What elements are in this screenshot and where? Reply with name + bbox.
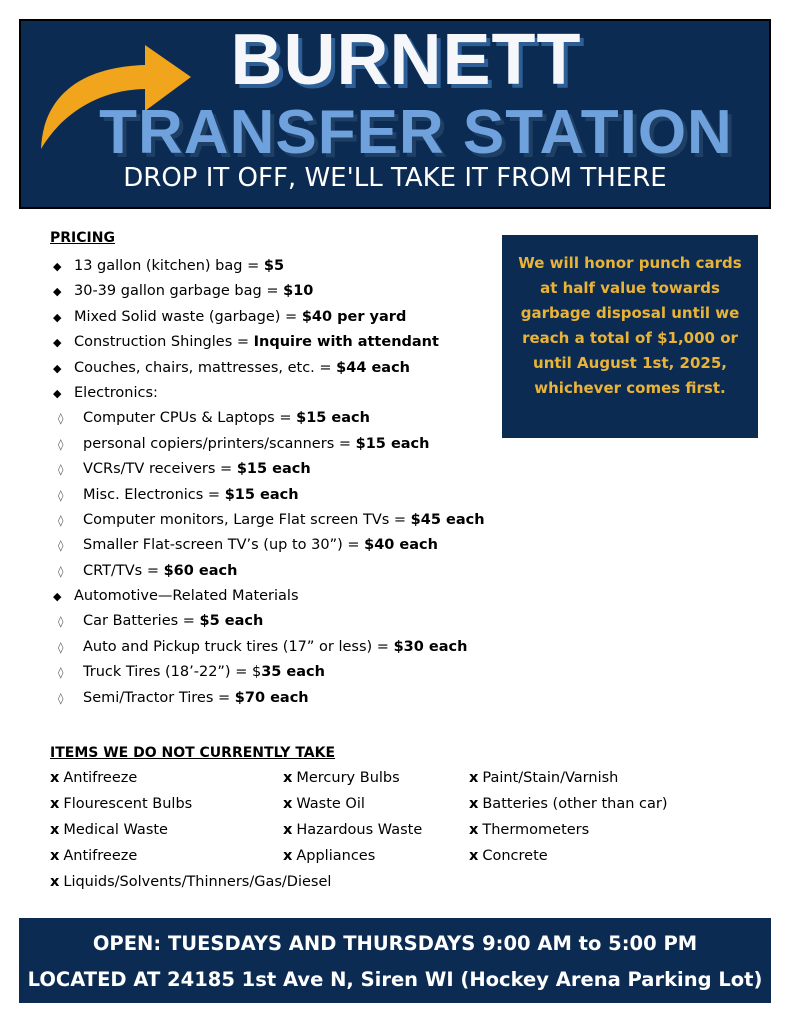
lozenge-bullet-icon: ◊: [58, 691, 64, 705]
notice-line: reach a total of $1,000 or: [522, 329, 738, 347]
diamond-bullet-icon: ◆: [53, 386, 62, 400]
diamond-bullet-icon: ◆: [53, 310, 62, 324]
pricing-item-label: Mixed Solid waste (garbage) =: [74, 308, 302, 325]
pricing-item-price: $44 each: [336, 359, 411, 376]
footer-banner: [19, 918, 771, 1003]
not-taken-item: [469, 768, 618, 788]
pricing-item-price: 35 each: [261, 664, 325, 681]
banner-tagline: DROP IT OFF, WE'LL TAKE IT FROM THERE: [123, 163, 667, 193]
lozenge-bullet-icon: ◊: [58, 615, 64, 629]
pricing-item-label: Semi/Tractor Tires =: [83, 689, 235, 706]
footer-location: LOCATED AT 24185 1st Ave N, Siren WI (Hockey Arena Parking Lot): [27, 968, 763, 991]
footer-hours: OPEN: TUESDAYS AND THURSDAYS 9:00 AM to 5:00 PM: [92, 932, 698, 955]
pricing-item-label: Misc. Electronics =: [83, 486, 225, 503]
lozenge-bullet-icon: ◊: [58, 412, 64, 426]
x-mark-icon: x: [50, 796, 60, 812]
diamond-bullet-icon: ◆: [53, 260, 62, 273]
not-taken-label: Medical Waste: [63, 822, 168, 838]
not-taken-item: [50, 794, 192, 814]
lozenge-bullet-icon: ◊: [58, 539, 64, 553]
x-mark-icon: x: [283, 770, 293, 786]
pricing-item: [50, 432, 490, 457]
pricing-item-label: 30-39 gallon garbage bag =: [74, 283, 284, 300]
pricing-item: [50, 330, 490, 355]
notice-line: garbage disposal until we: [520, 304, 740, 322]
lozenge-bullet-icon: ◊: [58, 666, 64, 680]
pricing-item: [50, 406, 490, 431]
not-taken-label: Thermometers: [482, 822, 590, 838]
header-banner: [19, 19, 771, 209]
not-taken-item: [469, 794, 668, 814]
not-taken-label: Antifreeze: [63, 848, 138, 864]
x-mark-icon: x: [283, 796, 293, 812]
not-taken-item: [283, 768, 400, 788]
x-mark-icon: x: [283, 822, 293, 838]
pricing-item-price: $10: [283, 283, 314, 300]
pricing-item: [50, 584, 490, 609]
notice-line: We will honor punch cards: [518, 254, 742, 272]
diamond-bullet-icon: ◆: [53, 336, 62, 350]
pricing-item-label: Car Batteries =: [83, 613, 200, 630]
pricing-item-label: Automotive—Related Materials: [74, 588, 299, 605]
not-taken-item: [469, 820, 589, 840]
diamond-bullet-icon: ◆: [53, 285, 62, 299]
pricing-item-price: $40 each: [364, 537, 438, 554]
pricing-item: [50, 559, 490, 584]
x-mark-icon: x: [283, 848, 293, 864]
pricing-item-label: Couches, chairs, mattresses, etc. =: [74, 359, 337, 376]
pricing-item-label: 13 gallon (kitchen) bag =: [74, 258, 264, 274]
lozenge-bullet-icon: ◊: [58, 463, 64, 477]
pricing-item-price: $40 per yard: [301, 308, 407, 325]
not-taken-label: Antifreeze: [63, 770, 138, 786]
diamond-bullet-icon: ◆: [53, 361, 62, 375]
not-taken-item: [283, 794, 365, 814]
pricing-item-label: CRT/TVs =: [83, 562, 164, 579]
pricing-item-label: VCRs/TV receivers =: [83, 461, 237, 478]
not-taken-list: [50, 768, 770, 898]
pricing-item-label: Computer CPUs & Laptops =: [83, 410, 297, 427]
pricing-item-label: Auto and Pickup truck tires (17” or less) =: [83, 638, 394, 655]
pricing-item-price: $5 each: [199, 613, 264, 630]
x-mark-icon: x: [50, 848, 60, 864]
x-mark-icon: x: [50, 770, 60, 786]
not-taken-label: Waste Oil: [296, 796, 365, 812]
pricing-item: [50, 305, 490, 330]
pricing-item-price: Inquire with attendant: [253, 334, 439, 351]
not-taken-label: Mercury Bulbs: [296, 770, 400, 786]
lozenge-bullet-icon: ◊: [58, 488, 64, 502]
pricing-item: [50, 381, 490, 406]
pricing-heading: PRICING: [50, 230, 115, 246]
notice-line: until August 1st, 2025,: [533, 354, 727, 372]
pricing-item: [50, 686, 490, 711]
pricing-item-price: $15 each: [355, 435, 430, 452]
pricing-item: [50, 457, 490, 482]
lozenge-bullet-icon: ◊: [58, 513, 64, 527]
pricing-item-price: $45 each: [410, 511, 485, 528]
pricing-item: [50, 356, 490, 381]
not-taken-item: [283, 820, 422, 840]
x-mark-icon: x: [50, 822, 60, 838]
not-taken-label: Paint/Stain/Varnish: [482, 770, 619, 786]
not-taken-item: [469, 846, 548, 866]
pricing-item-price: $30 each: [393, 638, 468, 655]
x-mark-icon: x: [469, 822, 479, 838]
lozenge-bullet-icon: ◊: [58, 437, 64, 451]
pricing-item-label: Construction Shingles =: [74, 334, 254, 351]
pricing-item: [50, 254, 490, 279]
pricing-item-price: $70 each: [234, 689, 309, 706]
diamond-bullet-icon: ◆: [53, 590, 62, 604]
pricing-item: [50, 635, 490, 660]
not-taken-label: Concrete: [482, 848, 548, 864]
x-mark-icon: x: [469, 848, 479, 864]
not-taken-heading: ITEMS WE DO NOT CURRENTLY TAKE: [50, 745, 336, 761]
pricing-item-label: Computer monitors, Large Flat screen TVs =: [83, 511, 411, 528]
not-taken-item: [283, 846, 375, 866]
pricing-item: [50, 609, 490, 634]
pricing-item-label: personal copiers/printers/scanners =: [83, 435, 356, 452]
pricing-item-label: Electronics:: [74, 384, 158, 401]
pricing-item-price: $5: [263, 258, 285, 274]
not-taken-item: [50, 872, 331, 892]
pricing-item-price: $15 each: [296, 410, 370, 427]
notice-line: whichever comes first.: [534, 379, 726, 397]
notice-line: at half value towards: [540, 279, 720, 297]
x-mark-icon: x: [469, 796, 479, 812]
pricing-list: [50, 254, 490, 711]
pricing-item-price: $15 each: [224, 486, 299, 503]
not-taken-item: [50, 846, 137, 866]
banner-title: BURNETT: [230, 20, 582, 100]
pricing-item: [50, 660, 490, 685]
pricing-item-price: $15 each: [236, 461, 311, 478]
banner-subtitle: TRANSFER STATION: [99, 98, 733, 167]
not-taken-label: Liquids/Solvents/Thinners/Gas/Diesel: [63, 874, 332, 890]
pricing-item: [50, 279, 490, 304]
pricing-item: [50, 533, 490, 558]
pricing-item-label: Truck Tires (18’-22”) = $: [83, 664, 262, 681]
not-taken-label: Hazardous Waste: [296, 822, 423, 838]
not-taken-label: Appliances: [296, 848, 376, 864]
pricing-item: [50, 508, 490, 533]
not-taken-label: Flourescent Bulbs: [63, 796, 193, 812]
not-taken-item: [50, 768, 137, 788]
x-mark-icon: x: [50, 874, 60, 890]
pricing-item-label: Smaller Flat-screen TV’s (up to 30”) =: [83, 537, 365, 554]
punch-card-notice: [502, 235, 758, 438]
pricing-item: [50, 483, 490, 508]
not-taken-label: Batteries (other than car): [482, 796, 668, 812]
lozenge-bullet-icon: ◊: [58, 564, 64, 578]
pricing-item-price: $60 each: [163, 562, 238, 579]
not-taken-item: [50, 820, 168, 840]
x-mark-icon: x: [469, 770, 479, 786]
lozenge-bullet-icon: ◊: [58, 640, 64, 654]
